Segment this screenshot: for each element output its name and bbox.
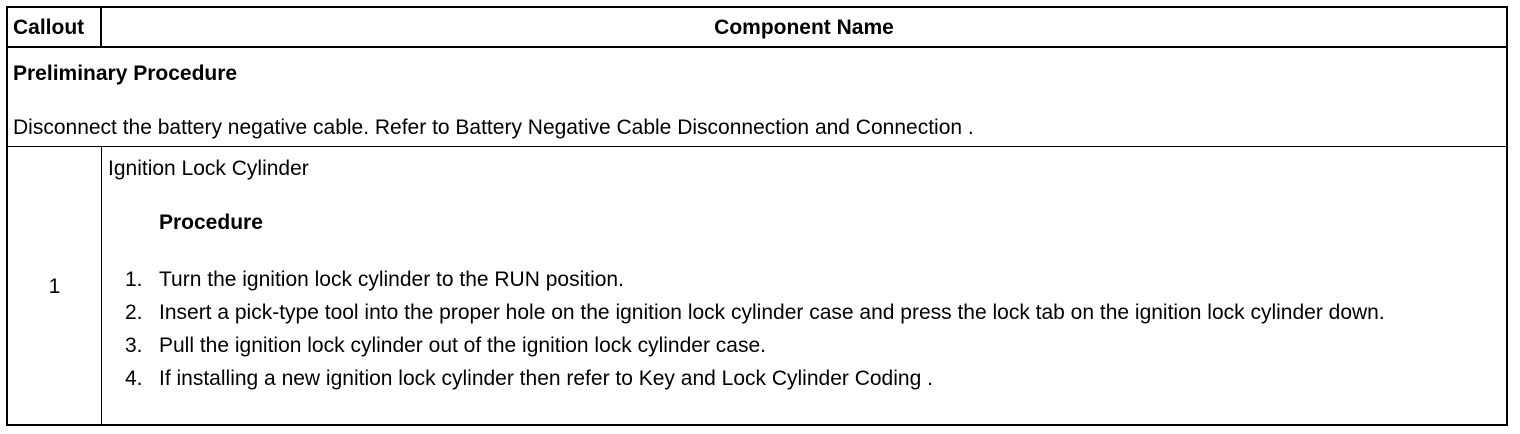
component-cell	[102, 147, 1506, 424]
procedure-step-list	[102, 264, 1472, 396]
procedure-step	[102, 330, 1472, 361]
procedure-step-text: If installing a new ignition lock cylinder then refer to Key and Lock Cylinder Coding .	[159, 367, 933, 390]
table-row	[8, 147, 1506, 424]
preliminary-procedure-text: Disconnect the battery negative cable. Refer to Battery Negative Cable Disconnection and Connection .	[13, 116, 974, 139]
procedure-step-text: Insert a pick-type tool into the proper hole on the ignition lock cylinder case and press the lock tab on the ignition lock cylinder down.	[159, 301, 1385, 324]
procedure-table	[6, 6, 1508, 426]
procedure-step-number: 3.	[125, 334, 143, 357]
callout-cell	[8, 147, 102, 424]
procedure-step	[102, 297, 1472, 328]
procedure-step-text: Pull the ignition lock cylinder out of the ignition lock cylinder case.	[159, 334, 766, 357]
component-name: Ignition Lock Cylinder	[108, 157, 309, 180]
preliminary-procedure-row	[8, 48, 1506, 147]
procedure-step-number: 1.	[125, 268, 143, 291]
procedure-step-text: Turn the ignition lock cylinder to the RUN position.	[159, 268, 624, 291]
callout-column-header: Callout	[8, 8, 102, 48]
procedure-step	[102, 264, 1472, 295]
procedure-heading: Procedure	[159, 211, 263, 234]
table-header-row	[8, 8, 1506, 48]
component-name-column-header: Component Name	[714, 16, 894, 39]
procedure-step	[102, 363, 1472, 394]
preliminary-procedure-title: Preliminary Procedure	[13, 62, 238, 85]
callout-number: 1	[48, 275, 61, 298]
procedure-step-number: 2.	[125, 301, 143, 324]
procedure-step-number: 4.	[125, 367, 143, 390]
